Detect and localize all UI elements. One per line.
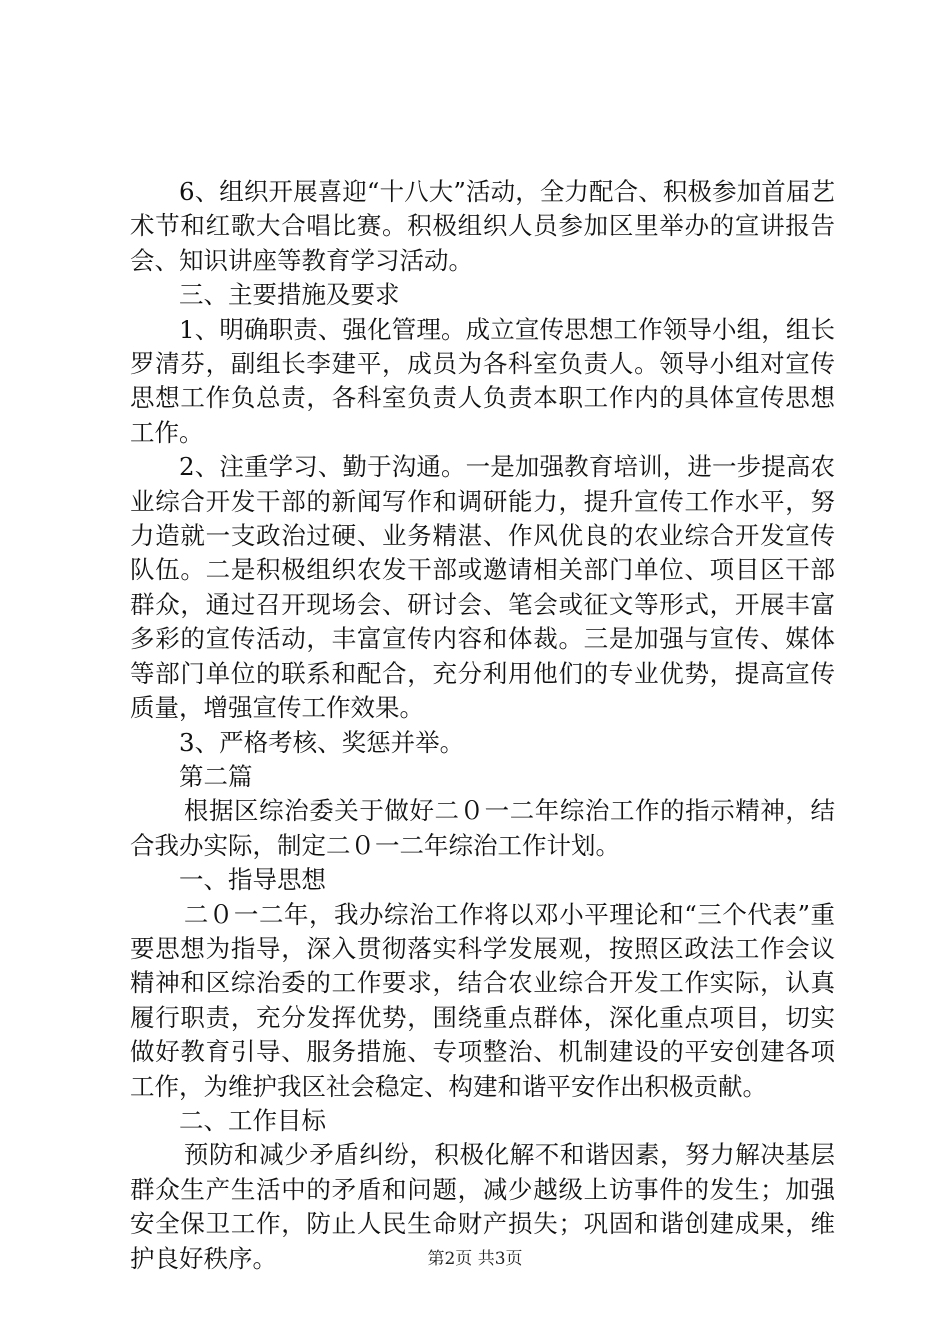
paragraph-measure-one: 1、明确职责、强化管理。成立宣传思想工作领导小组，组长罗清芬，副组长李建平，成员为各科室负责人。领导小组对宣传思想工作负总责，各科室负责人负责本职工作内的具体宣传思想工作。	[130, 314, 835, 447]
heading-guiding-ideology: 一、指导思想	[179, 865, 326, 895]
document-body	[130, 175, 835, 1276]
heading-main-measures: 三、主要措施及要求	[179, 280, 400, 310]
paragraph-guiding-ideology: 二０一二年，我办综治工作将以邓小平理论和“三个代表”重要思想为指导，深入贯彻落实科学发展观，按照区政法工作会议精神和区综治委的工作要求，结合农业综合开发工作实际，认真履行职责，充分发挥优势，围绕重点群体，深化重点项目，切实做好教育引导、服务措施、专项整治、机制建设的平安创建各项工作，为维护我区社会稳定、构建和谐平安作出积极贡献。	[130, 899, 835, 1101]
page-number-footer: 第2页 共3页	[427, 1249, 523, 1269]
paragraph-measure-two: 2、注重学习、勤于沟通。一是加强教育培训，进一步提高农业综合开发干部的新闻写作和调研能力，提升宣传工作水平，努力造就一支政治过硬、业务精湛、作风优良的农业综合开发宣传队伍。二是积极组织农发干部或邀请相关部门单位、项目区干部群众，通过召开现场会、研讨会、笔会或征文等形式，开展丰富多彩的宣传活动，丰富宣传内容和体裁。三是加强与宣传、媒体等部门单位的联系和配合，充分利用他们的专业优势，提高宣传质量，增强宣传工作效果。	[130, 452, 835, 723]
paragraph-work-goals: 预防和减少矛盾纠纷，积极化解不和谐因素，努力解决基层群众生产生活中的矛盾和问题，减少越级上访事件的发生；加强安全保卫工作，防止人民生命财产损失；巩固和谐创建成果，维护良好秩序。	[130, 1140, 835, 1273]
paragraph-measure-three: 3、严格考核、奖惩并举。	[179, 727, 465, 757]
paragraph-activity-six: 6、组织开展喜迎“十八大”活动，全力配合、积极参加首届艺术节和红歌大合唱比赛。积极组织人员参加区里举办的宣讲报告会、知识讲座等教育学习活动。	[130, 177, 835, 275]
heading-work-goals: 二、工作目标	[179, 1105, 326, 1135]
paragraph-intro: 根据区综治委关于做好二０一二年综治工作的指示精神，结合我办实际，制定二０一二年综治工作计划。	[130, 796, 835, 860]
heading-part-two: 第二篇	[179, 761, 253, 791]
